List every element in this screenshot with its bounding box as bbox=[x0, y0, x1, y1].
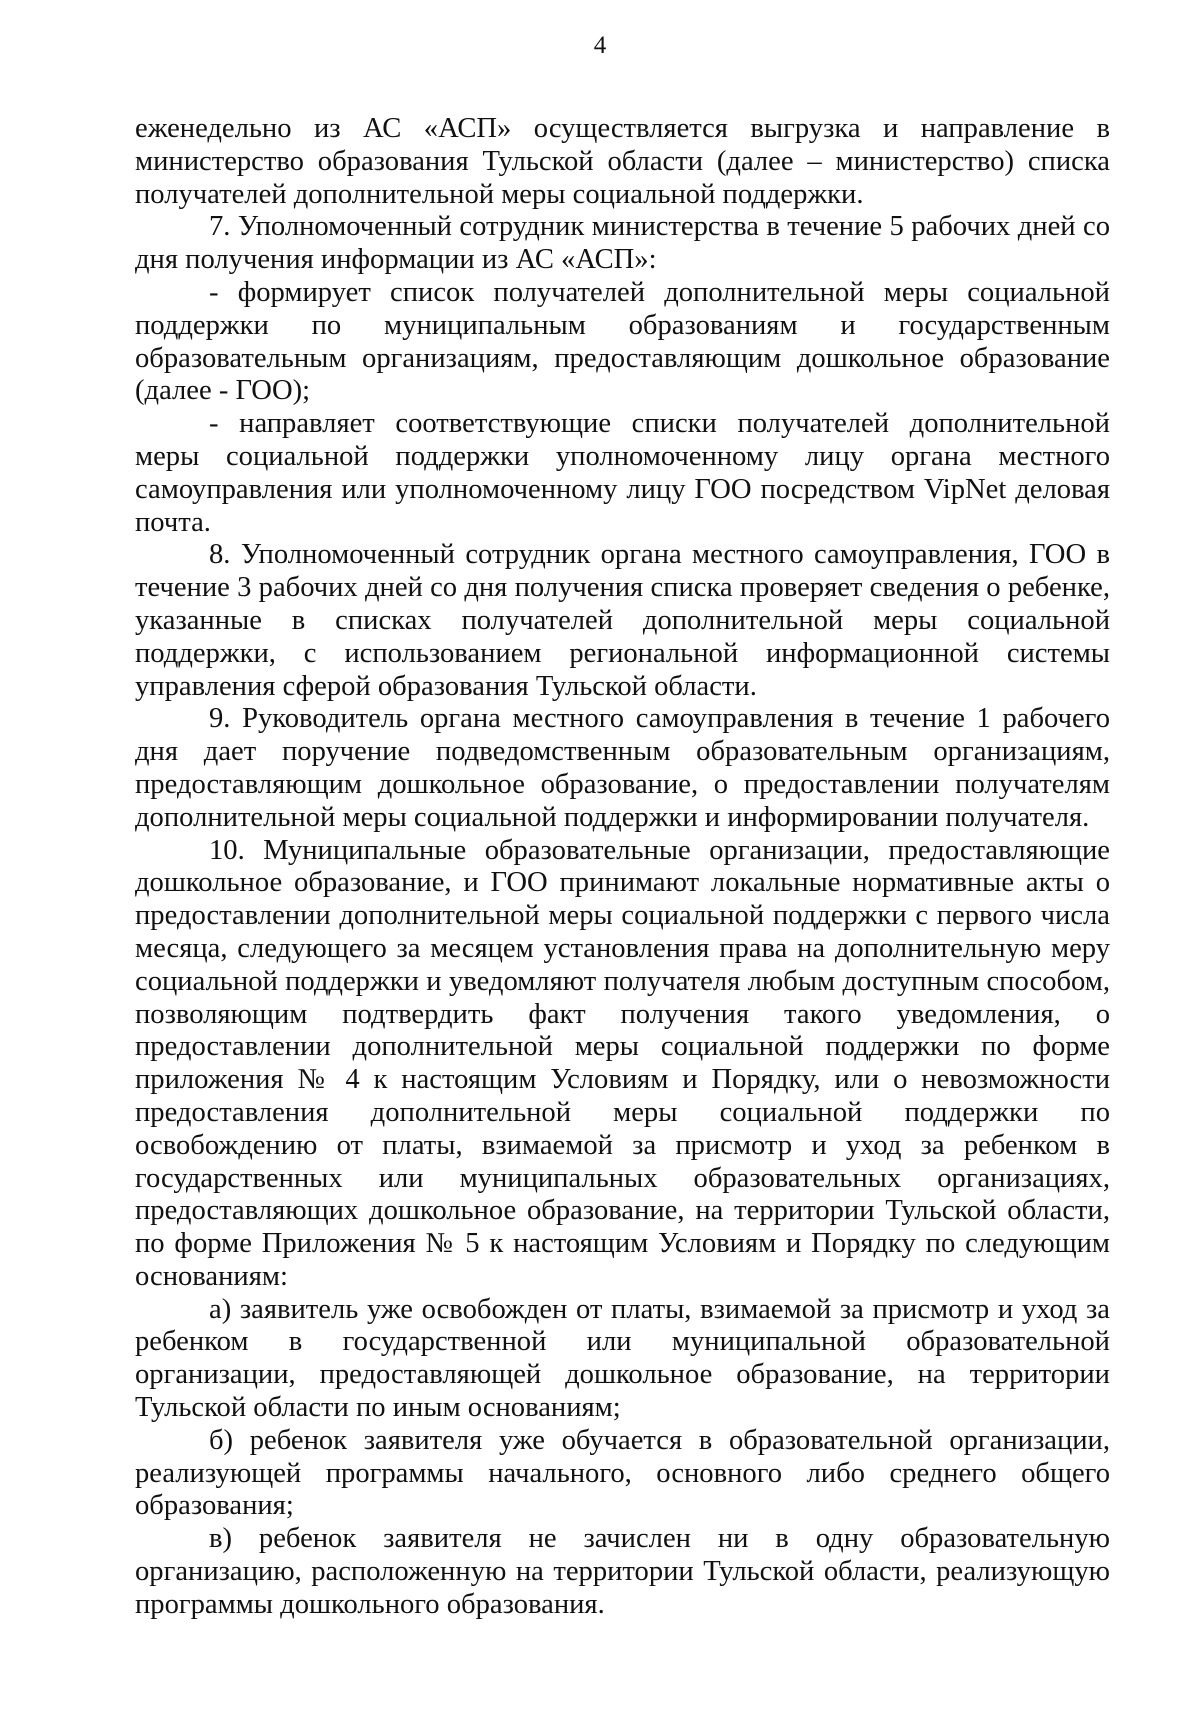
paragraph-item-9: 9. Руководитель органа местного самоуправления в течение 1 рабочего дня дает поручение подведомственным образовательным организациям, предоставляющим дошкольное образование, о предоставлении получателям дополнительной меры социальной поддержки и информировании получателя. bbox=[135, 703, 1110, 833]
paragraph-list-item: - формирует список получателей дополнительной меры социальной поддержки по муниципальным образованиям и государственным образовательным организациям, предоставляющим дошкольное образование (далее - ГОО); bbox=[135, 276, 1110, 407]
document-body bbox=[135, 113, 1110, 1622]
page-number: 4 bbox=[593, 32, 607, 59]
paragraph-subitem-a: а) заявитель уже освобожден от платы, взимаемой за присмотр и уход за ребенком в государственной или муниципальной образовательной организации, предоставляющей дошкольное образование, на территории Тульской области по иным основаниям; bbox=[135, 1293, 1110, 1424]
paragraph-item-7: 7. Уполномоченный сотрудник министерства в течение 5 рабочих дней со дня получения информации из АС «АСП»: bbox=[135, 211, 1110, 276]
paragraph-subitem-b: б) ребенок заявителя уже обучается в образовательной организации, реализующей программы начального, основного либо среднего общего образования; bbox=[135, 1424, 1110, 1522]
paragraph-list-item: - направляет соответствующие списки получателей дополнительной меры социальной поддержки уполномоченному лицу органа местного самоуправления или уполномоченному лицу ГОО посредством VipNet деловая почта. bbox=[135, 408, 1110, 538]
paragraph-continuation: еженедельно из АС «АСП» осуществляется выгрузка и направление в министерство образования Тульской области (далее – министерство) списка получателей дополнительной меры социальной поддержки. bbox=[135, 113, 1110, 210]
paragraph-item-10: 10. Муниципальные образовательные организации, предоставляющие дошкольное образование, и ГОО принимают локальные нормативные акты о предоставлении дополнительной меры социальной поддержки с первого числа месяца, следующего за месяцем установления права на дополнительную меру социальной поддержки и уведомляют получателя любым доступным способом, позволяющим подтвердить факт получения такого уведомления, о предоставлении дополнительной меры социальной поддержки по форме приложения № 4 к настоящим Условиям и Порядку, или о невозможности предоставления дополнительной меры социальной поддержки по освобождению от платы, взимаемой за присмотр и уход за ребенком в государственных или муниципальных образовательных организациях, предоставляющих дошкольное образование, на территории Тульской области, по форме Приложения № 5 к настоящим Условиям и Порядку по следующим основаниям: bbox=[135, 834, 1110, 1292]
paragraph-subitem-v: в) ребенок заявителя не зачислен ни в одну образовательную организацию, расположенную на территории Тульской области, реализующую программы дошкольного образования. bbox=[135, 1523, 1110, 1620]
paragraph-item-8: 8. Уполномоченный сотрудник органа местного самоуправления, ГОО в течение 3 рабочих дней со дня получения списка проверяет сведения о ребенке, указанные в списках получателей дополнительной меры социальной поддержки, с использованием региональной информационной системы управления сферой образования Тульской области. bbox=[135, 539, 1110, 702]
